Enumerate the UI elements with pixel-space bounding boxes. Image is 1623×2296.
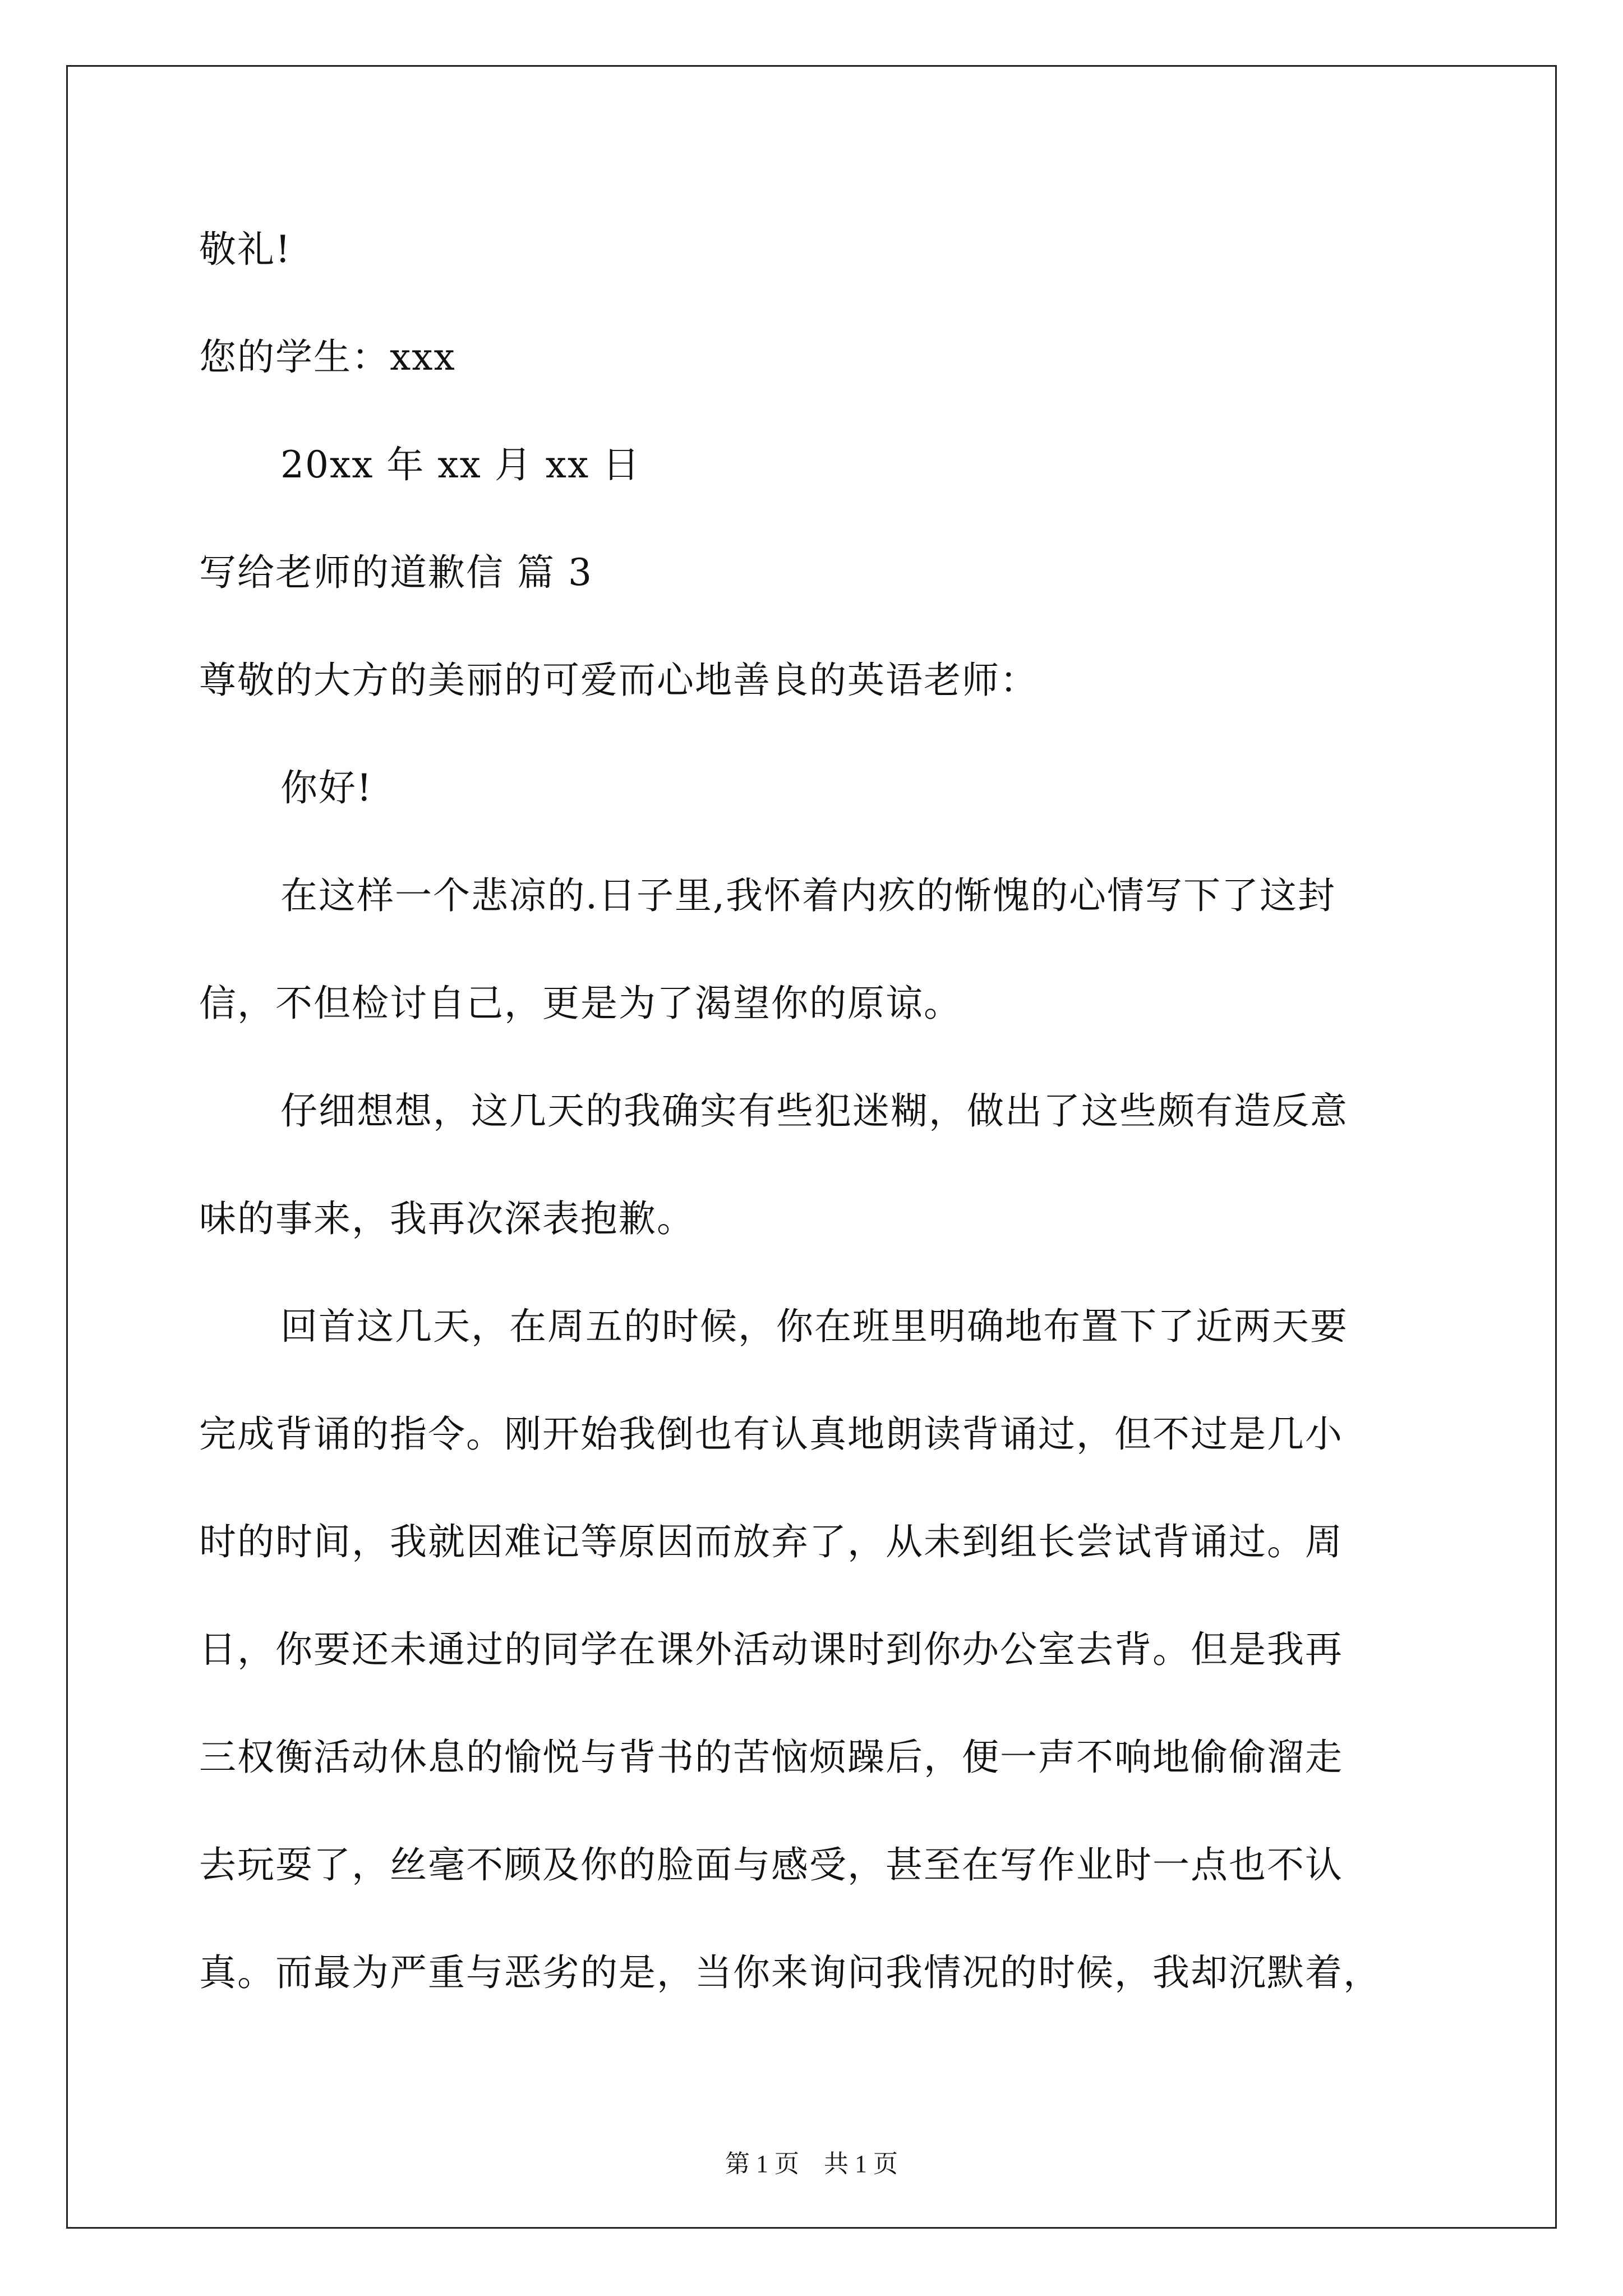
addressee: 尊敬的大方的美丽的可爱而心地善良的英语老师： (199, 659, 1038, 702)
section-heading: 写给老师的道歉信 篇 3 (199, 551, 593, 594)
body-line: 味的事来，我再次深表抱歉。 (199, 1197, 695, 1240)
body-line: 在这样一个悲凉的.日子里,我怀着内疚的惭愧的心情写下了这封 (280, 874, 1336, 917)
page-footer: 第 1 页 共 1 页 (725, 2150, 898, 2178)
body-line: 日，你要还未通过的同学在课外活动课时到你办公室去背。但是我再 (199, 1628, 1343, 1671)
body-line: 完成背诵的指令。刚开始我倒也有认真地朗读背诵过，但不过是几小 (199, 1412, 1343, 1456)
letter-date: 20xx 年 xx 月 xx 日 (280, 443, 641, 486)
body-line: 仔细想想，这几天的我确实有些犯迷糊，做出了这些颇有造反意 (280, 1089, 1348, 1133)
body-line: 三权衡活动休息的愉悦与背书的苦恼烦躁后，便一声不响地偷偷溜走 (199, 1736, 1343, 1779)
body-line: 回首这几天，在周五的时候，你在班里明确地布置下了近两天要 (280, 1305, 1348, 1348)
signature: 您的学生：xxx (199, 335, 456, 379)
page-border (66, 65, 1557, 2229)
body-line: 真。而最为严重与恶劣的是，当你来询问我情况的时候，我却沉默着， (199, 1951, 1381, 1994)
body-line: 去玩耍了，丝毫不顾及你的脸面与感受，甚至在写作业时一点也不认 (199, 1843, 1343, 1887)
greeting: 你好! (280, 766, 373, 809)
body-line: 信，不但检讨自己，更是为了渴望你的原谅。 (199, 982, 962, 1025)
body-line: 时的时间，我就因难记等原因而放弃了，从未到组长尝试背诵过。周 (199, 1520, 1343, 1563)
closing-salute: 敬礼! (199, 228, 292, 271)
